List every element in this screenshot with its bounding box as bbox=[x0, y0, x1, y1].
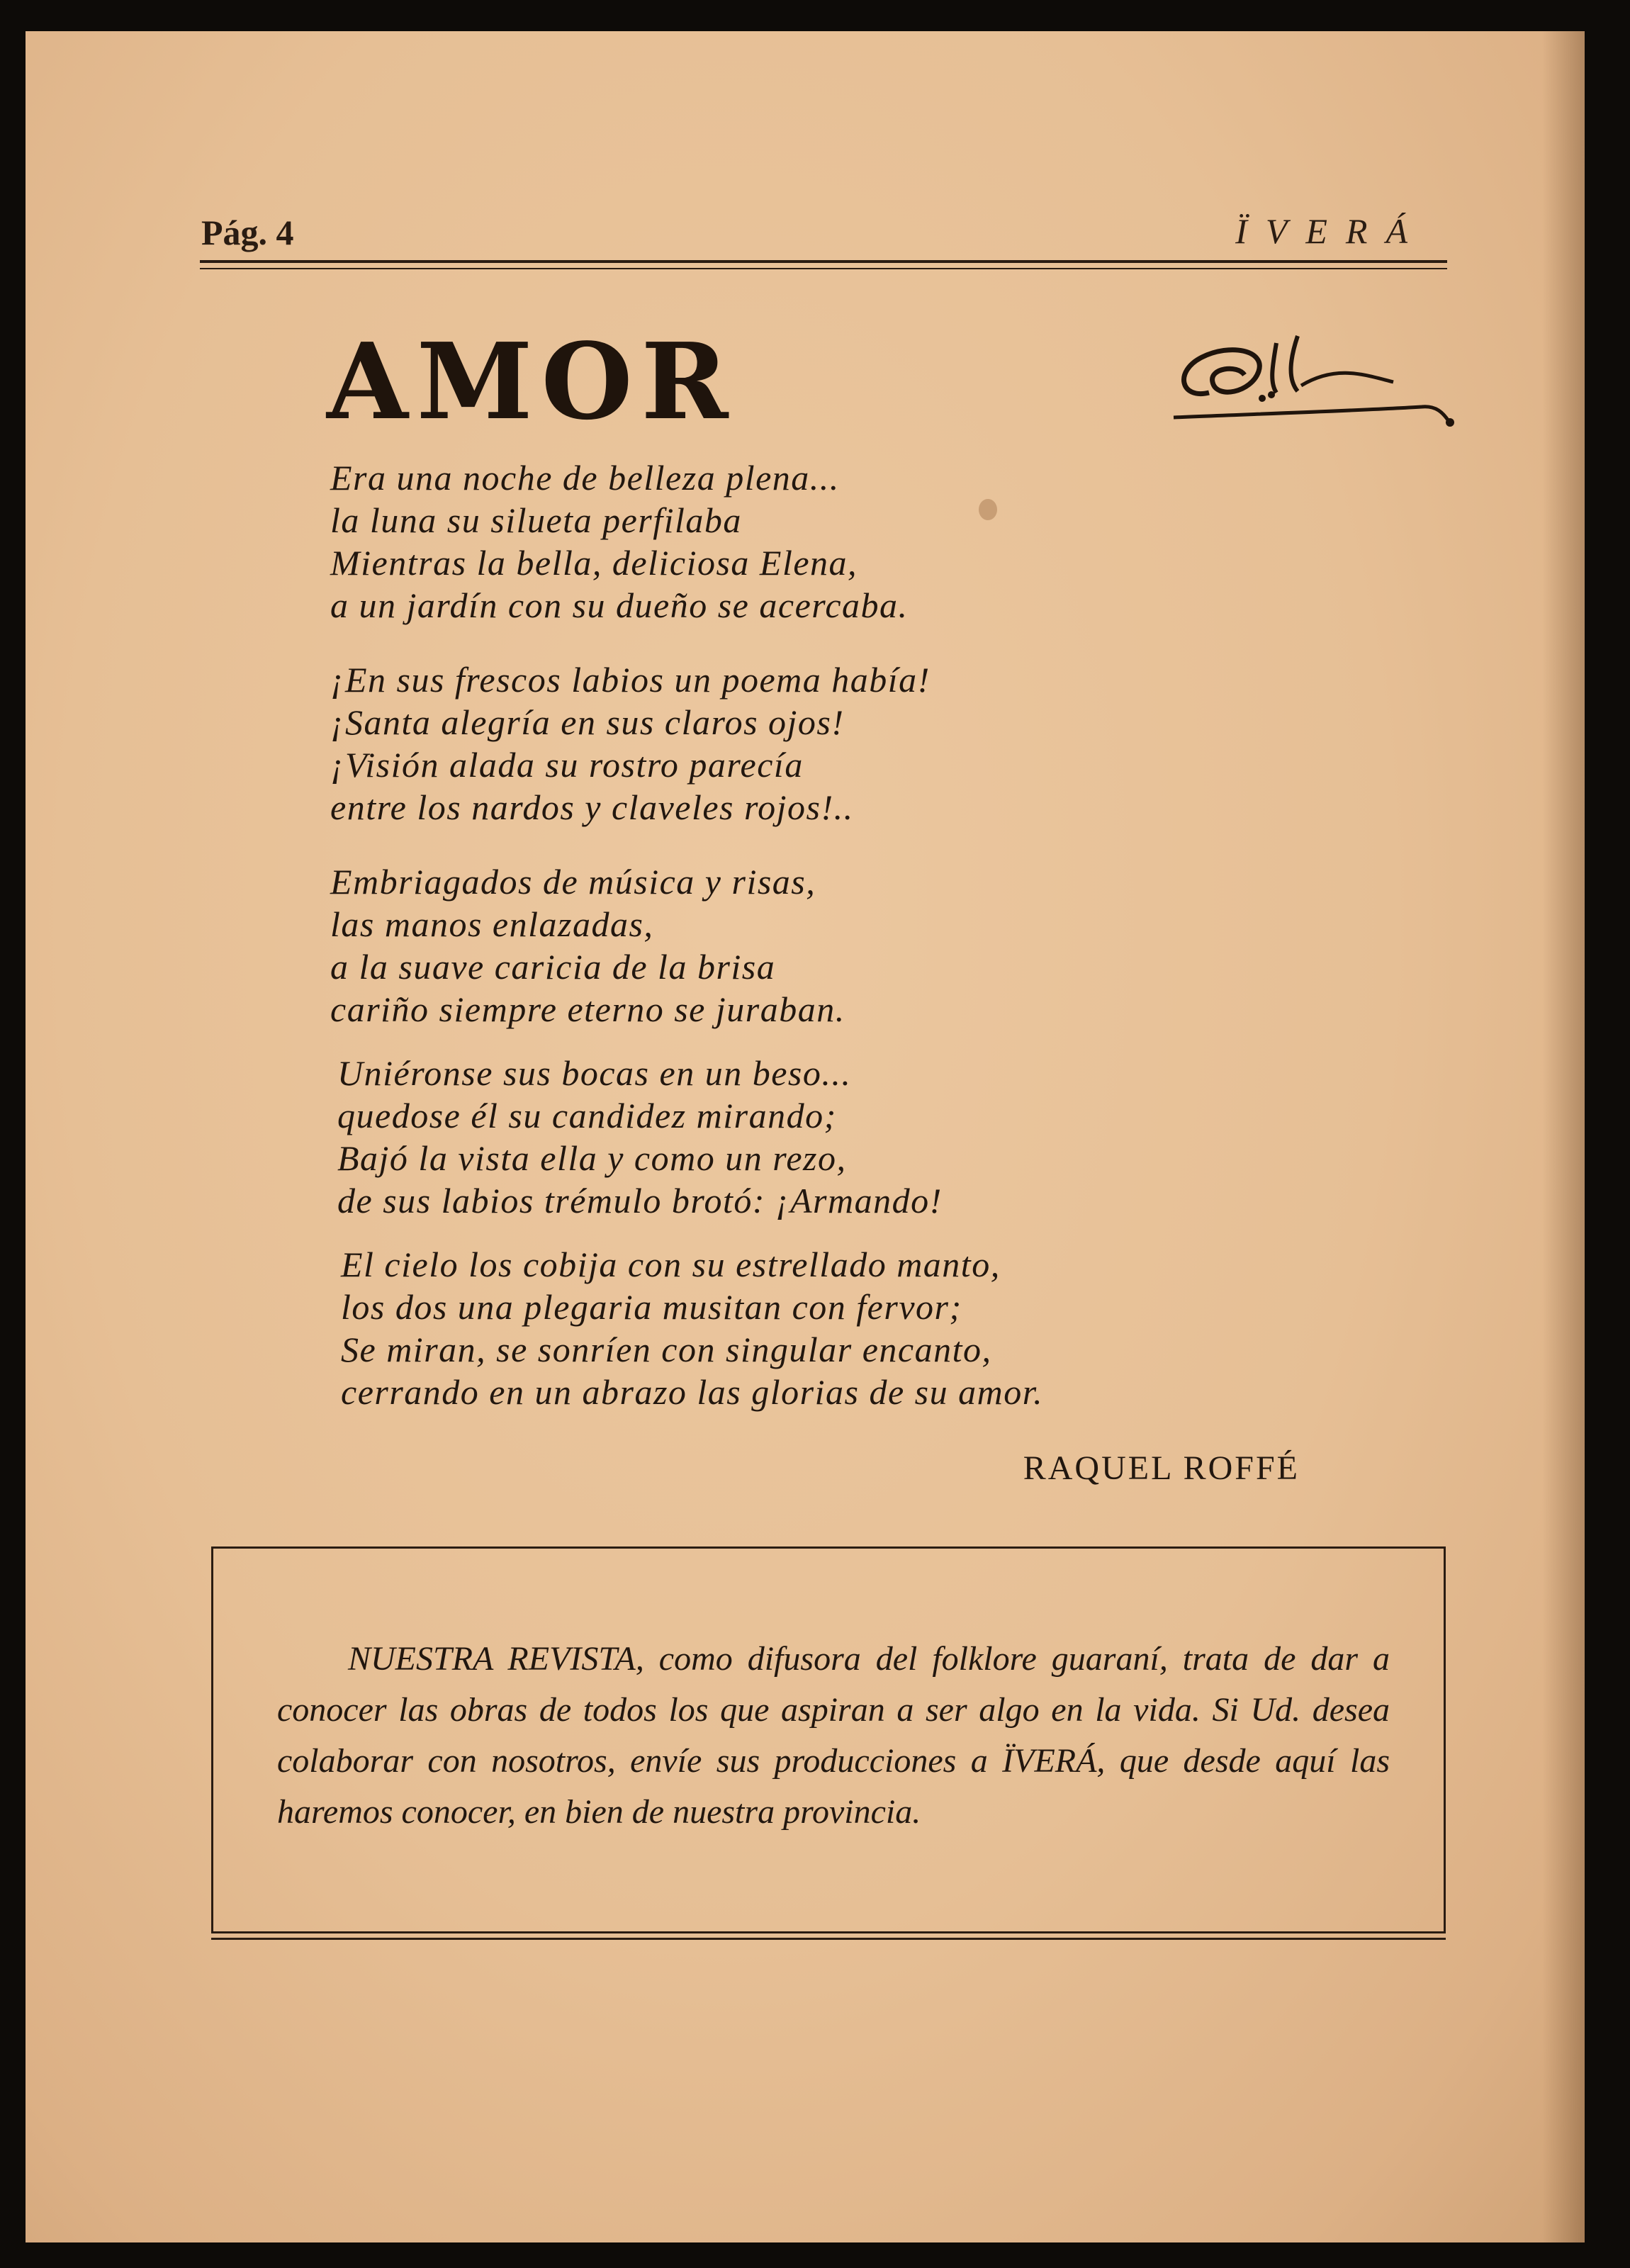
poem-line: Mientras la bella, deliciosa Elena, bbox=[330, 543, 858, 583]
magazine-page bbox=[26, 31, 1585, 2242]
poem-line: Bajó la vista ella y como un rezo, bbox=[337, 1138, 847, 1178]
poem-author: RAQUEL ROFFÉ bbox=[1023, 1449, 1300, 1487]
header-rule-thin bbox=[200, 268, 1447, 269]
poem-line: los dos una plegaria musitan con fervor; bbox=[341, 1287, 962, 1327]
poem-line: Se miran, se sonríen con singular encanto, bbox=[341, 1330, 992, 1369]
notice-paragraph: NUESTRA REVISTA, como difusora del folklore guaraní, trata de dar a conocer las obras de todos los que aspiran a ser algo en la vida. Si Ud. desea colaborar con nosotros, envíe sus producciones a ÏVERÁ, que desde aquí las haremos conocer, en bien de nuestra provincia. bbox=[277, 1640, 1390, 1831]
header-rule bbox=[200, 260, 1447, 263]
notice-box bbox=[211, 1546, 1446, 1933]
poem-title: AMOR bbox=[327, 320, 737, 443]
page-number: Pág. 4 bbox=[201, 213, 294, 252]
poem-line: a la suave caricia de la brisa bbox=[330, 947, 776, 987]
poem-line: cariño siempre eterno se juraban. bbox=[330, 989, 845, 1029]
magazine-title: ÏVERÁ bbox=[1235, 211, 1426, 251]
poem-line: entre los nardos y claveles rojos!.. bbox=[330, 787, 854, 827]
poem-line: la luna su silueta perfilaba bbox=[330, 500, 742, 540]
poem-line: de sus labios trémulo brotó: ¡Armando! bbox=[337, 1181, 943, 1220]
paper-stain bbox=[979, 499, 997, 520]
notice-text bbox=[277, 1634, 1390, 1838]
poem-line: ¡Santa alegría en sus claros ojos! bbox=[330, 702, 845, 742]
poem-stanza bbox=[330, 456, 909, 627]
poem-line: Uniéronse sus bocas en un beso... bbox=[337, 1053, 852, 1093]
poem-line: las manos enlazadas, bbox=[330, 904, 654, 944]
page-header bbox=[179, 176, 1447, 254]
poem-line: ¡Visión alada su rostro parecía bbox=[330, 745, 804, 785]
poem-stanza bbox=[330, 860, 845, 1031]
poem-stanza bbox=[341, 1243, 1043, 1413]
poem-stanza bbox=[337, 1052, 943, 1222]
poem-line: cerrando en un abrazo las glorias de su amor. bbox=[341, 1372, 1044, 1412]
poem-stanza bbox=[330, 658, 931, 829]
poem-line: Era una noche de belleza plena... bbox=[330, 458, 840, 498]
poem-line: El cielo los cobija con su estrellado manto, bbox=[341, 1245, 1001, 1284]
decorative-flourish-icon bbox=[1152, 315, 1464, 435]
poem-line: Embriagados de música y risas, bbox=[330, 862, 816, 902]
poem-line: ¡En sus frescos labios un poema había! bbox=[330, 660, 931, 700]
poem-line: quedose él su candidez mirando; bbox=[337, 1096, 837, 1135]
poem-line: a un jardín con su dueño se acercaba. bbox=[330, 585, 909, 625]
